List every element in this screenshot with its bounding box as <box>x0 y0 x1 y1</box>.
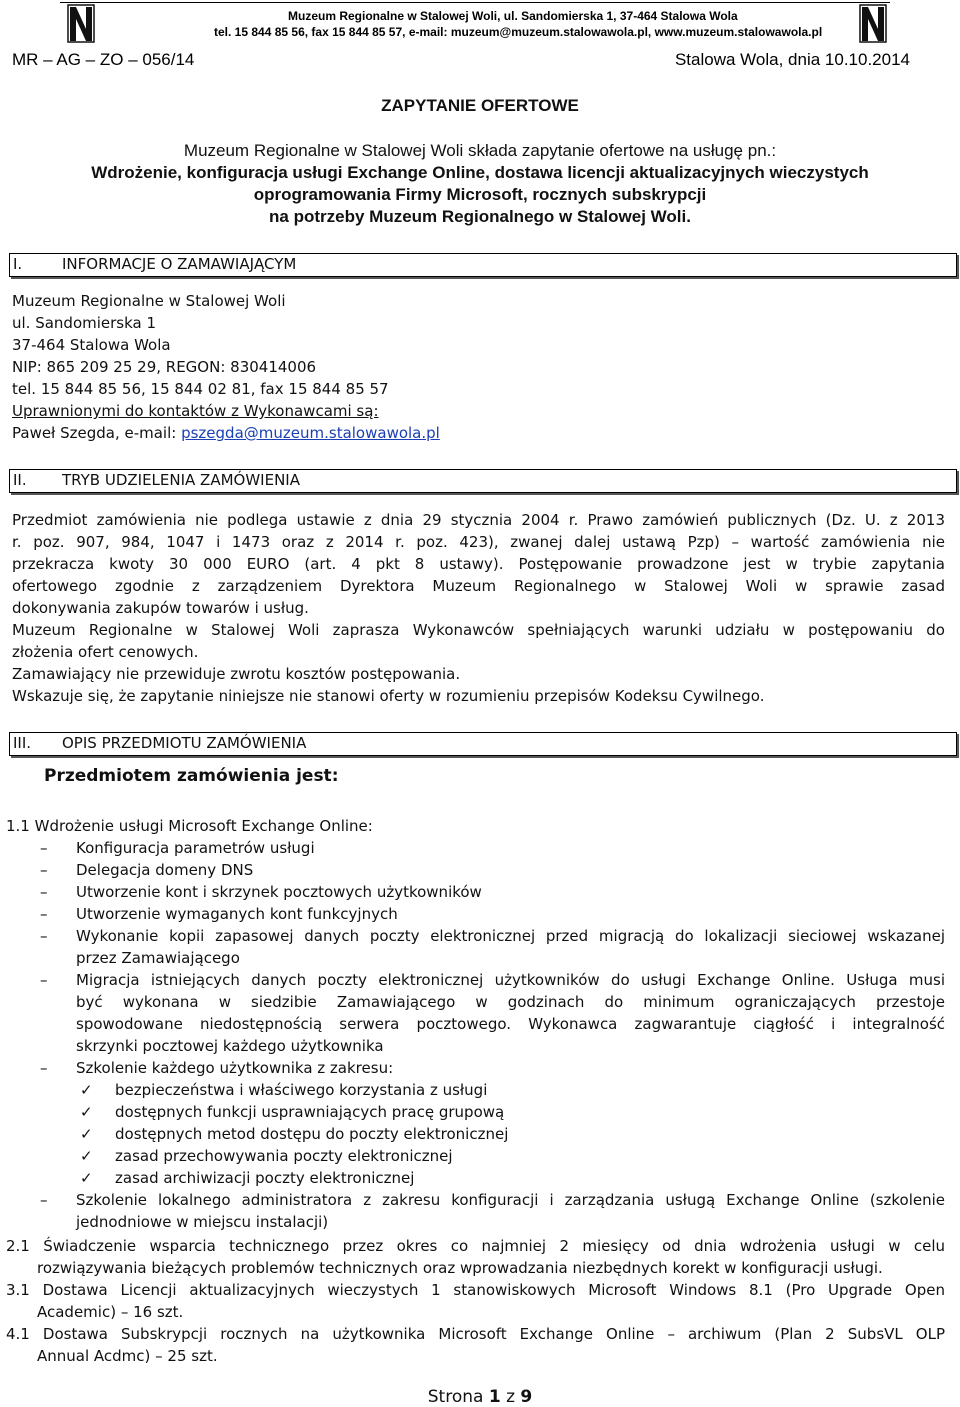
list-item-text: Utworzenie wymaganych kont funkcyjnych <box>76 905 398 923</box>
list-item-text: Szkolenie każdego użytkownika z zakresu: <box>76 1059 394 1077</box>
paragraph-line: dokonywania zakupów towarów i usług. <box>12 599 309 617</box>
list-item-text: Delegacja domeny DNS <box>76 861 254 879</box>
section-heading-2 <box>9 469 957 493</box>
dash-bullet: – <box>40 839 48 857</box>
check-item <box>80 1123 508 1145</box>
check-item-text: dostępnych metod dostępu do poczty elektronicznej <box>115 1125 509 1143</box>
page-footer <box>0 1387 960 1407</box>
item-3-1 <box>6 1279 945 1323</box>
list-item-text: Migracja istniejących danych poczty elektronicznej użytkowników do usługi Exchange Online. Usługa musi <box>76 971 945 989</box>
dash-bullet: – <box>40 883 48 901</box>
order-subject-heading: Przedmiotem zamówienia jest: <box>44 766 339 786</box>
list-item <box>40 837 945 859</box>
paragraph-line: r. poz. 907, 984, 1047 i 1473 oraz z 2014 r. poz. 423), zwanej dalej ustawą Pzp) – wartość zamówienia nie <box>12 533 945 551</box>
list-item-text: Szkolenie lokalnego administratora z zakresu konfiguracji i zarządzania usługą Exchange Online (szkolenie <box>76 1191 945 1209</box>
paragraph-line: ofertowego zgodnie z zarządzeniem Dyrektora Muzeum Regionalnego w Stalowej Woli w sprawie zasad <box>12 577 945 595</box>
contact-line <box>12 422 440 444</box>
document-title: ZAPYTANIE OFERTOWE <box>381 96 579 115</box>
paragraph-line: złożenia ofert cenowych. <box>12 643 199 661</box>
item-text: Academic) – 16 szt. <box>37 1303 184 1321</box>
list-item-text: przez Zamawiającego <box>76 949 240 967</box>
page-sep: z <box>500 1387 521 1407</box>
info-line: Uprawnionymi do kontaktów z Wykonawcami są: <box>12 402 379 420</box>
dash-bullet: – <box>40 861 48 879</box>
section-heading-1 <box>9 253 957 277</box>
item-2-1 <box>6 1235 945 1279</box>
reference-number: MR – AG – ZO – 056/14 <box>12 50 195 69</box>
dash-bullet: – <box>40 1191 48 1209</box>
paragraph-line: Muzeum Regionalne w Stalowej Woli zaprasza Wykonawców spełniających warunki udziału w postępowaniu do <box>12 621 945 639</box>
intro-text: Muzeum Regionalne w Stalowej Woli składa zapytanie ofertowe na usługę pn.: <box>183 141 777 160</box>
section-title: TRYB UDZIELENIA ZAMÓWIENIA <box>62 471 300 489</box>
letterhead-rule <box>60 2 890 3</box>
contact-email-link[interactable]: pszegda@muzeum.stalowawola.pl <box>181 424 440 442</box>
list-item <box>40 881 945 903</box>
check-item <box>80 1079 487 1101</box>
list-item-text: Wykonanie kopii zapasowej danych poczty elektronicznej przed migracją do lokalizacji sieciowej wskazanej <box>76 927 945 945</box>
check-item-text: bezpieczeństwa i właściwego korzystania z usługi <box>115 1081 488 1099</box>
list-item <box>40 1189 945 1233</box>
page-number: 1 <box>488 1387 501 1407</box>
list-item-text: być wykonana w siedzibie Zamawiającego w godzinach do minimum ograniczających przestoje <box>76 993 945 1011</box>
check-item <box>80 1101 504 1123</box>
dash-bullet: – <box>40 927 48 945</box>
contracting-authority-info <box>12 290 440 444</box>
check-item-text: dostępnych funkcji usprawniających pracę grupową <box>115 1103 505 1121</box>
museum-logo-icon <box>66 3 96 43</box>
place-date: Stalowa Wola, dnia 10.10.2014 <box>674 50 910 69</box>
section-title: OPIS PRZEDMIOTU ZAMÓWIENIA <box>62 734 307 752</box>
page-label: Strona <box>427 1387 489 1407</box>
item-text: Annual Acdmc) – 25 szt. <box>37 1347 218 1365</box>
checkmark-icon: ✓ <box>80 1125 93 1143</box>
item-text: rozwiązywania bieżących problemów technicznych oraz wprowadzania niezbędnych korekt w konfiguracji usługi. <box>37 1259 883 1277</box>
letterhead-address: Muzeum Regionalne w Stalowej Woli, ul. Sandomierska 1, 37-464 Stalowa Wola <box>288 9 738 23</box>
letterhead-contact: tel. 15 844 85 56, fax 15 844 85 57, e-mail: muzeum@muzeum.stalowawola.pl, www.muzeum.stalowawola.pl <box>214 25 823 39</box>
list-item-text: Utworzenie kont i skrzynek pocztowych użytkowników <box>76 883 482 901</box>
check-item-text: zasad archiwizacji poczty elektronicznej <box>115 1169 415 1187</box>
section-title: INFORMACJE O ZAMAWIAJĄCYM <box>62 255 297 273</box>
checkmark-icon: ✓ <box>80 1103 93 1121</box>
info-line: NIP: 865 209 25 29, REGON: 830414006 <box>12 358 317 376</box>
list-item-text: jednodniowe w miejscu instalacji) <box>76 1213 329 1231</box>
section-number: II. <box>13 471 27 489</box>
checkmark-icon: ✓ <box>80 1147 93 1165</box>
paragraph-line: Wskazuje się, że zapytanie niniejsze nie stanowi oferty w rozumieniu przepisów Kodeksu Cywilnego. <box>12 687 765 705</box>
list-item <box>40 925 945 969</box>
list-item <box>40 1057 945 1079</box>
checkmark-icon: ✓ <box>80 1169 93 1187</box>
check-item <box>80 1167 414 1189</box>
list-item-text: spowodowane niedostępnością serwera pocztowego. Wykonawca zagwarantuje ciągłość i integralność <box>76 1015 945 1033</box>
dash-bullet: – <box>40 905 48 923</box>
list-item <box>40 969 945 1057</box>
section-number: III. <box>13 734 32 752</box>
page-total: 9 <box>520 1387 533 1407</box>
list-item-text: Konfiguracja parametrów usługi <box>76 839 315 857</box>
paragraph-line: Przedmiot zamówienia nie podlega ustawie z dnia 29 stycznia 2004 r. Prawo zamówień publicznych (Dz. U. z 2013 <box>12 511 945 529</box>
info-line: 37-464 Stalowa Wola <box>12 336 171 354</box>
list-item <box>40 859 945 881</box>
subject-line: oprogramowania Firmy Microsoft, rocznych subskrypcji <box>253 185 707 204</box>
paragraph-line: Zamawiający nie przewiduje zwrotu kosztów postępowania. <box>12 665 461 683</box>
info-line: Muzeum Regionalne w Stalowej Woli <box>12 292 286 310</box>
list-item <box>40 903 945 925</box>
dash-bullet: – <box>40 1059 48 1077</box>
item-text: 3.1 Dostawa Licencji aktualizacyjnych wieczystych 1 stanowiskowych Microsoft Windows 8.1 (Pro Upgrade Open <box>6 1281 945 1299</box>
info-line: tel. 15 844 85 56, 15 844 02 81, fax 15 844 85 57 <box>12 380 389 398</box>
section-number: I. <box>13 255 23 273</box>
subject-line: na potrzeby Muzeum Regionalnego w Stalowej Woli. <box>269 207 691 226</box>
paragraph-line: przekracza kwoty 30 000 EURO (art. 4 pkt 8 ustawy). Postępowanie prowadzone jest w trybie zapytania <box>12 555 945 573</box>
item-text: 2.1 Świadczenie wsparcia technicznego przez okres co najmniej 2 miesięcy od dnia wdrożenia usługi w celu <box>6 1237 945 1255</box>
dash-bullet: – <box>40 971 48 989</box>
item-1-1: 1.1 Wdrożenie usługi Microsoft Exchange Online: <box>6 817 373 835</box>
checkmark-icon: ✓ <box>80 1081 93 1099</box>
check-item-text: zasad przechowywania poczty elektronicznej <box>115 1147 453 1165</box>
contact-name: Paweł Szegda, e-mail: <box>12 424 182 442</box>
museum-logo-right-icon <box>858 3 888 43</box>
list-item-text: skrzynki pocztowej każdego użytkownika <box>76 1037 384 1055</box>
check-item <box>80 1145 453 1167</box>
procedure-text <box>12 509 945 707</box>
item-text: 4.1 Dostawa Subskrypcji rocznych na użytkownika Microsoft Exchange Online – archiwum (Plan 2 SubsVL OLP <box>6 1325 945 1343</box>
item-4-1 <box>6 1323 945 1367</box>
section-heading-3 <box>9 732 957 756</box>
info-line: ul. Sandomierska 1 <box>12 314 157 332</box>
subject-line: Wdrożenie, konfiguracja usługi Exchange Online, dostawa licencji aktualizacyjnych wieczystych <box>91 163 869 182</box>
subject <box>0 162 960 228</box>
